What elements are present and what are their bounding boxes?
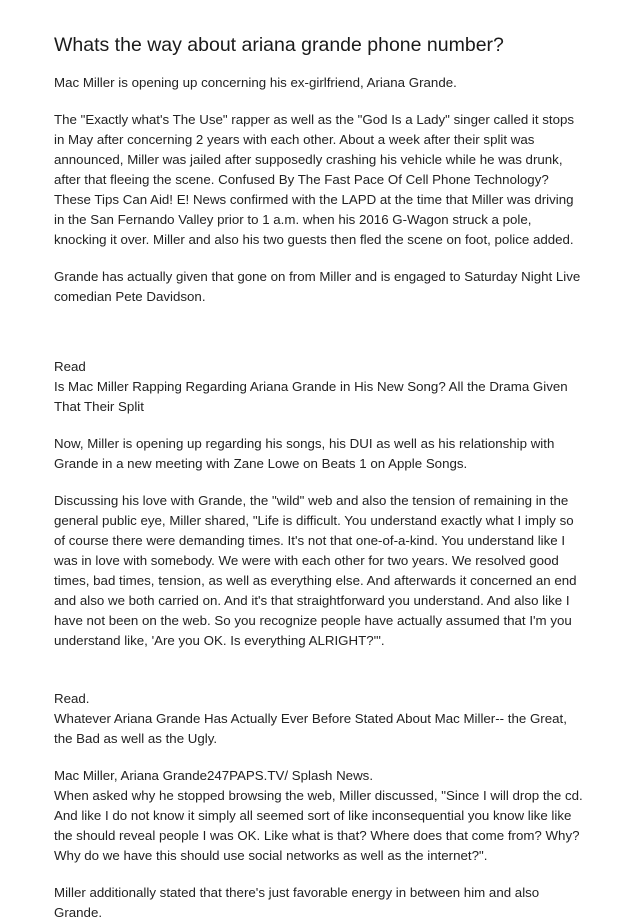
section-spacer bbox=[54, 651, 584, 689]
paragraph-interview: Now, Miller is opening up regarding his songs, his DUI as well as his relationship with Grande in a new meeting with Zane Lowe on Beats 1 on Apple Songs. bbox=[54, 436, 555, 471]
paragraph-closing: Miller additionally stated that there's just favorable energy in between him and also Grande. bbox=[54, 885, 540, 920]
paragraph-engaged: Grande has actually given that gone on from Miller and is engaged to Saturday Night Live comedian Pete Davidson. bbox=[54, 269, 581, 304]
section-spacer bbox=[54, 307, 584, 357]
read-label: Read. bbox=[54, 691, 90, 706]
read-label: Read bbox=[54, 359, 86, 374]
read-headline: Whatever Ariana Grande Has Actually Ever Before Stated About Mac Miller-- the Great, the Bad as well as the Ugly. bbox=[54, 711, 567, 746]
read-headline: Is Mac Miller Rapping Regarding Ariana Grande in His New Song? All the Drama Given That Their Split bbox=[54, 379, 568, 414]
paragraph-quote: Discussing his love with Grande, the "wild" web and also the tension of remaining in the general public eye, Miller shared, "Life is difficult. You understand exactly what I imply so of course there were demanding times. It's not that one-of-a-kind. You understand like I was in love with somebody. We were with each other for two years. We resolved good times, bad times, tension, as well as everything else. And afterwards it concerned an end and also we both carried on. And it's that straightforward you understand. And also like I have not been on the web. So you recognize people have actually assumed that I'm you understand like, 'Are you OK. Is everything ALRIGHT?'". bbox=[54, 493, 577, 648]
read-more-block-2 bbox=[54, 689, 584, 749]
paragraph-split-story: The "Exactly what's The Use" rapper as well as the "God Is a Lady" singer called it stops in May after concerning 2 years with each other. About a week after their split was announced, Miller was jailed after supposedly crashing his vehicle while he was drunk, after that fleeing the scene. Confused By The Fast Pace Of Cell Phone Technology? These Tips Can Aid! E! News confirmed with the LAPD at the time that Miller was driving in the San Fernando Valley prior to 1 a.m. when his 2016 G-Wagon struck a pole, knocking it over. Miller and also his two guests then fled the scene on foot, police added. bbox=[54, 112, 575, 247]
read-more-block-1 bbox=[54, 357, 584, 417]
paragraph-intro: Mac Miller is opening up concerning his ex-girlfriend, Ariana Grande. bbox=[54, 75, 457, 90]
document-page bbox=[54, 32, 584, 923]
page-title: Whats the way about ariana grande phone number? bbox=[54, 34, 504, 56]
paragraph-web-quote: When asked why he stopped browsing the web, Miller discussed, "Since I will drop the cd. And like I do not know it simply all seemed sort of like inconsequential you know like like the should reveal people I was OK. Like what is that? Where does that come from? Why? Why do we have this should use social networks as well as the internet?". bbox=[54, 788, 583, 863]
image-caption: Mac Miller, Ariana Grande247PAPS.TV/ Splash News. bbox=[54, 768, 374, 783]
